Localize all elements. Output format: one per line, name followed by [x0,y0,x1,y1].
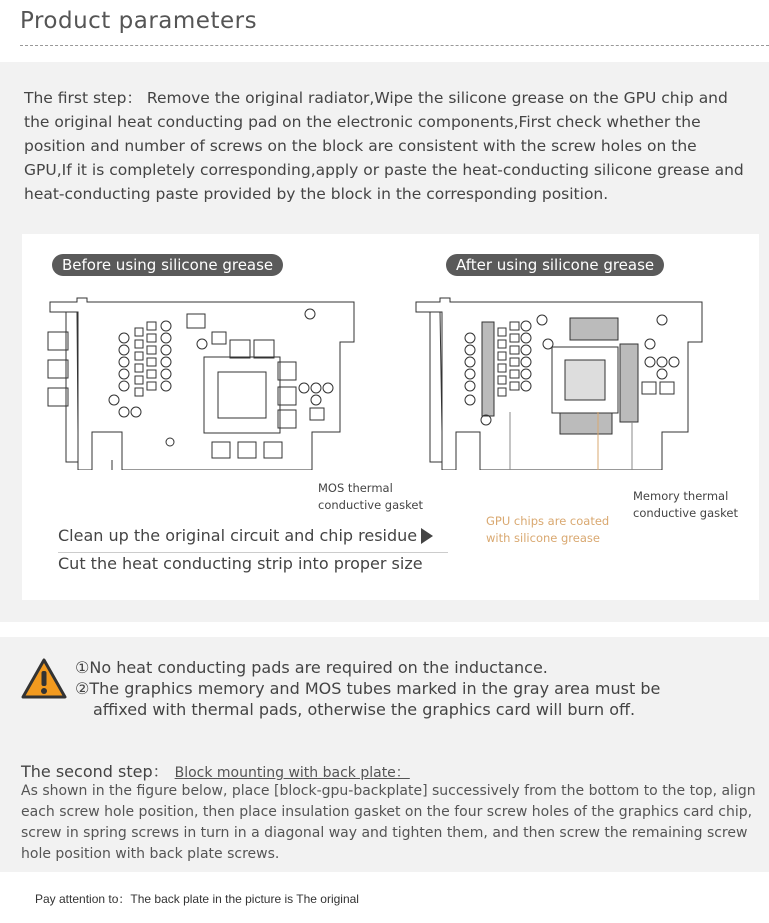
step2-text: As shown in the figure below, place [block-gpu-backplate] successively from the bottom to the top, align each screw hole position, then place insulation gasket on the four screw holes of the graphics card chip, screw in spring screws in turn in a diagonal way and tighten them, and then screw the remaining screw hole position with back plate screws. [21,783,756,862]
page-title: Product parameters [20,8,258,34]
note-section [0,872,769,923]
instruction-cut: Cut the heat conducting strip into proper size [58,554,423,573]
before-label: Before using silicone grease [52,254,283,276]
mos-gasket-callout: MOS thermal conductive gasket [318,481,423,512]
header [0,0,769,62]
instruction-clean: Clean up the original circuit and chip residue [58,526,433,545]
step1-text: The first step： Remove the original radiator,Wipe the silicone grease on the GPU chip and the original heat conducting pad on the electronic components,First check whether the position and number of screws on the block are consistent with the screw holes on the GPU,If it is completely corresponding,apply or paste the heat-conducting silicone grease and heat-conducting paste provided by the block in the corresponding position. [24,89,744,203]
memory-gasket-callout: Memory thermal conductive gasket [633,489,738,520]
warning-section [0,637,769,747]
warning-text: ①No heat conducting pads are required on the inductance. ②The graphics memory and MOS tubes marked in the gray area must be affixed with thermal pads, otherwise the graphics card will burn off. [75,658,661,719]
gpu-grease-callout: GPU chips are coated with silicone grease [486,514,610,545]
header-divider [20,45,769,46]
step2-section [0,747,769,872]
play-arrow-icon [421,528,433,544]
instruction-divider [58,552,448,553]
step2-subtitle: Block mounting with back plate： [174,765,410,781]
comparison-panel [22,234,759,600]
after-label: After using silicone grease [446,254,664,276]
warning-icon [20,657,68,701]
gpu-board-before-illustration [42,292,362,470]
note-text: Pay attention to：The back plate in the picture is The original [35,892,359,906]
step1-section [0,62,769,622]
gpu-board-after-illustration [410,292,710,470]
step2-heading: The second step： Block mounting with back plate： [21,762,410,781]
